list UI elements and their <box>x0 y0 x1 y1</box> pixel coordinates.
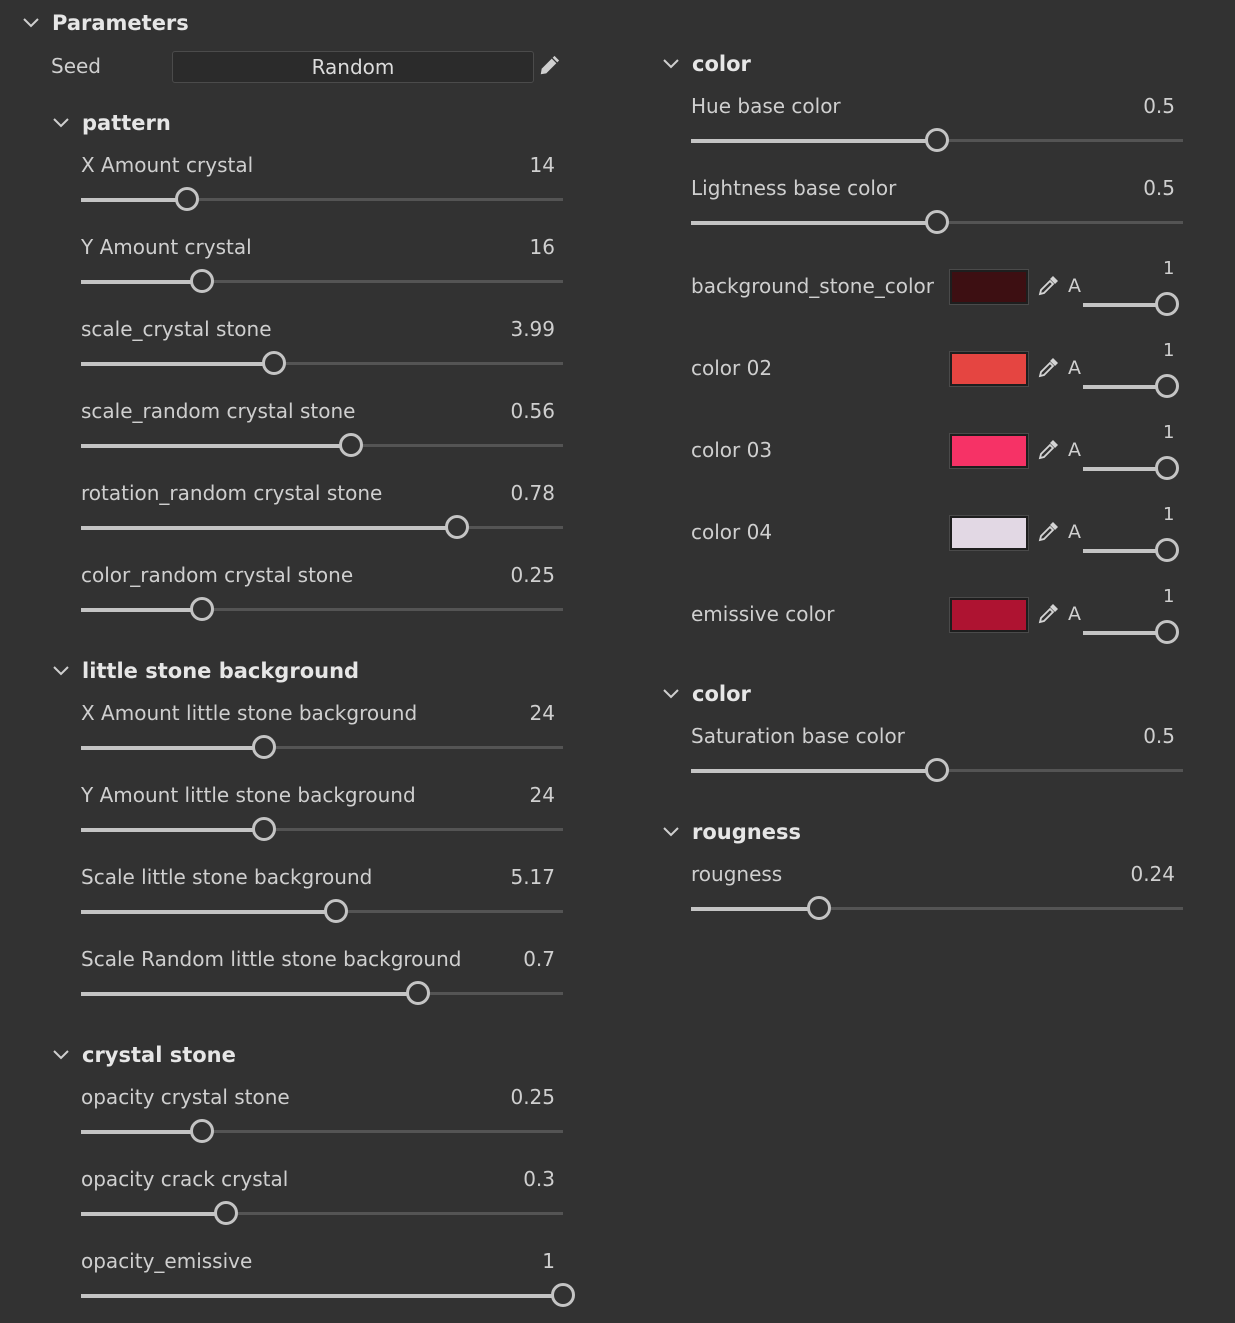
eyedropper-icon[interactable] <box>1037 437 1061 461</box>
slider-knob[interactable] <box>925 758 949 782</box>
rougness-header[interactable] <box>662 817 801 847</box>
color2-header[interactable] <box>662 679 751 709</box>
color-swatch[interactable] <box>950 516 1028 550</box>
seed-label: Seed <box>51 54 101 78</box>
slider-fill <box>81 362 274 366</box>
seed-value: Random <box>311 55 395 79</box>
slider-track[interactable] <box>81 1294 563 1297</box>
parameters-header[interactable] <box>22 8 189 38</box>
slider-fill <box>81 280 202 284</box>
alpha-slider-track[interactable] <box>1083 631 1167 634</box>
slider-track[interactable] <box>81 526 563 529</box>
slider-track[interactable] <box>81 608 563 611</box>
param-value: 1 <box>542 1249 555 1273</box>
slider-fill <box>691 221 937 225</box>
section-title: crystal stone <box>82 1043 236 1067</box>
slider-knob[interactable] <box>925 128 949 152</box>
param-value: 0.7 <box>523 947 555 971</box>
slider-track[interactable] <box>81 280 563 283</box>
alpha-slider-track[interactable] <box>1083 467 1167 470</box>
eyedropper-icon[interactable] <box>1037 273 1061 297</box>
slider-knob[interactable] <box>252 817 276 841</box>
alpha-slider-knob[interactable] <box>1155 292 1179 316</box>
alpha-value: 1 <box>1163 504 1175 525</box>
section-title: little stone background <box>82 659 360 683</box>
alpha-slider-track[interactable] <box>1083 549 1167 552</box>
chevron-down-icon <box>22 14 40 32</box>
param-value: 14 <box>529 153 555 177</box>
param-label: scale_random crystal stone <box>81 399 356 423</box>
slider-fill <box>81 828 264 832</box>
slider-knob[interactable] <box>175 187 199 211</box>
slider-fill <box>81 444 351 448</box>
param-value: 0.56 <box>510 399 555 423</box>
slider-track[interactable] <box>81 992 563 995</box>
slider-track[interactable] <box>81 746 563 749</box>
slider-fill <box>81 608 202 612</box>
param-label: X Amount crystal <box>81 153 254 177</box>
param-label: Y Amount little stone background <box>81 783 416 807</box>
slider-track[interactable] <box>691 139 1183 142</box>
slider-knob[interactable] <box>190 269 214 293</box>
slider-fill <box>81 910 336 914</box>
param-label: Hue base color <box>691 94 841 118</box>
slider-knob[interactable] <box>262 351 286 375</box>
param-value: 0.5 <box>1143 724 1175 748</box>
slider-fill <box>81 198 187 202</box>
param-label: opacity_emissive <box>81 1249 253 1273</box>
panel-title: Parameters <box>52 11 189 35</box>
alpha-value: 1 <box>1163 340 1175 361</box>
slider-track[interactable] <box>81 1130 563 1133</box>
color-label: background_stone_color <box>691 274 935 298</box>
slider-knob[interactable] <box>925 210 949 234</box>
slider-knob[interactable] <box>339 433 363 457</box>
param-value: 0.25 <box>510 563 555 587</box>
slider-fill <box>81 1130 202 1134</box>
slider-knob[interactable] <box>406 981 430 1005</box>
slider-track[interactable] <box>691 907 1183 910</box>
slider-fill <box>691 769 937 773</box>
crystal-stone-header[interactable] <box>52 1040 236 1070</box>
slider-track[interactable] <box>81 910 563 913</box>
alpha-label: A <box>1068 439 1081 461</box>
color-swatch[interactable] <box>950 598 1028 632</box>
chevron-down-icon <box>52 662 70 680</box>
slider-knob[interactable] <box>445 515 469 539</box>
param-label: Scale Random little stone background <box>81 947 462 971</box>
color-label: color 02 <box>691 356 773 380</box>
param-label: rougness <box>691 862 783 886</box>
param-value: 24 <box>529 783 555 807</box>
section-title: color <box>692 52 751 76</box>
color-swatch[interactable] <box>950 352 1028 386</box>
section-title: pattern <box>82 111 171 135</box>
slider-fill <box>81 992 418 996</box>
color-label: color 04 <box>691 520 773 544</box>
slider-knob[interactable] <box>190 597 214 621</box>
alpha-label: A <box>1068 603 1081 625</box>
slider-fill <box>81 1212 226 1216</box>
chevron-down-icon <box>662 685 680 703</box>
little-stone-header[interactable] <box>52 656 359 686</box>
param-label: rotation_random crystal stone <box>81 481 383 505</box>
alpha-value: 1 <box>1163 258 1175 279</box>
param-value: 5.17 <box>510 865 555 889</box>
param-label: color_random crystal stone <box>81 563 354 587</box>
alpha-value: 1 <box>1163 422 1175 443</box>
color-label: color 03 <box>691 438 773 462</box>
param-label: scale_crystal stone <box>81 317 272 341</box>
alpha-slider-track[interactable] <box>1083 303 1167 306</box>
eyedropper-icon[interactable] <box>1037 601 1061 625</box>
param-label: opacity crystal stone <box>81 1085 290 1109</box>
slider-track[interactable] <box>691 769 1183 772</box>
alpha-slider-knob[interactable] <box>1155 620 1179 644</box>
param-value: 0.78 <box>510 481 555 505</box>
color-label: emissive color <box>691 602 835 626</box>
param-label: Lightness base color <box>691 176 897 200</box>
slider-knob[interactable] <box>807 896 831 920</box>
alpha-label: A <box>1068 275 1081 297</box>
chevron-down-icon <box>662 55 680 73</box>
param-value: 0.5 <box>1143 94 1175 118</box>
slider-fill <box>691 907 819 911</box>
param-value: 0.25 <box>510 1085 555 1109</box>
alpha-slider-track[interactable] <box>1083 385 1167 388</box>
slider-fill <box>81 526 457 530</box>
slider-knob[interactable] <box>324 899 348 923</box>
slider-track[interactable] <box>81 828 563 831</box>
chevron-down-icon <box>52 114 70 132</box>
slider-fill <box>81 1294 563 1298</box>
param-label: Saturation base color <box>691 724 905 748</box>
slider-knob[interactable] <box>252 735 276 759</box>
param-label: Y Amount crystal <box>81 235 252 259</box>
pattern-header[interactable] <box>52 108 171 138</box>
pencil-icon[interactable] <box>538 55 560 77</box>
color-swatch[interactable] <box>950 434 1028 468</box>
param-value: 16 <box>529 235 555 259</box>
alpha-label: A <box>1068 357 1081 379</box>
param-value: 0.5 <box>1143 176 1175 200</box>
eyedropper-icon[interactable] <box>1037 519 1061 543</box>
param-value: 3.99 <box>510 317 555 341</box>
slider-track[interactable] <box>81 362 563 365</box>
alpha-slider-knob[interactable] <box>1155 538 1179 562</box>
seed-field[interactable] <box>172 51 534 83</box>
param-label: opacity crack crystal <box>81 1167 289 1191</box>
eyedropper-icon[interactable] <box>1037 355 1061 379</box>
section-title: rougness <box>692 820 801 844</box>
param-value: 0.24 <box>1130 862 1175 886</box>
color-swatch[interactable] <box>950 270 1028 304</box>
alpha-slider-knob[interactable] <box>1155 456 1179 480</box>
slider-track[interactable] <box>81 444 563 447</box>
chevron-down-icon <box>52 1046 70 1064</box>
alpha-value: 1 <box>1163 586 1175 607</box>
slider-fill <box>691 139 937 143</box>
color-header[interactable] <box>662 49 751 79</box>
slider-track[interactable] <box>81 1212 563 1215</box>
slider-track[interactable] <box>81 198 563 201</box>
slider-fill <box>81 746 264 750</box>
chevron-down-icon <box>662 823 680 841</box>
slider-knob[interactable] <box>190 1119 214 1143</box>
param-value: 24 <box>529 701 555 725</box>
slider-knob[interactable] <box>214 1201 238 1225</box>
param-label: X Amount little stone background <box>81 701 418 725</box>
param-label: Scale little stone background <box>81 865 373 889</box>
param-value: 0.3 <box>523 1167 555 1191</box>
slider-track[interactable] <box>691 221 1183 224</box>
slider-knob[interactable] <box>551 1283 575 1307</box>
alpha-label: A <box>1068 521 1081 543</box>
section-title: color <box>692 682 751 706</box>
alpha-slider-knob[interactable] <box>1155 374 1179 398</box>
